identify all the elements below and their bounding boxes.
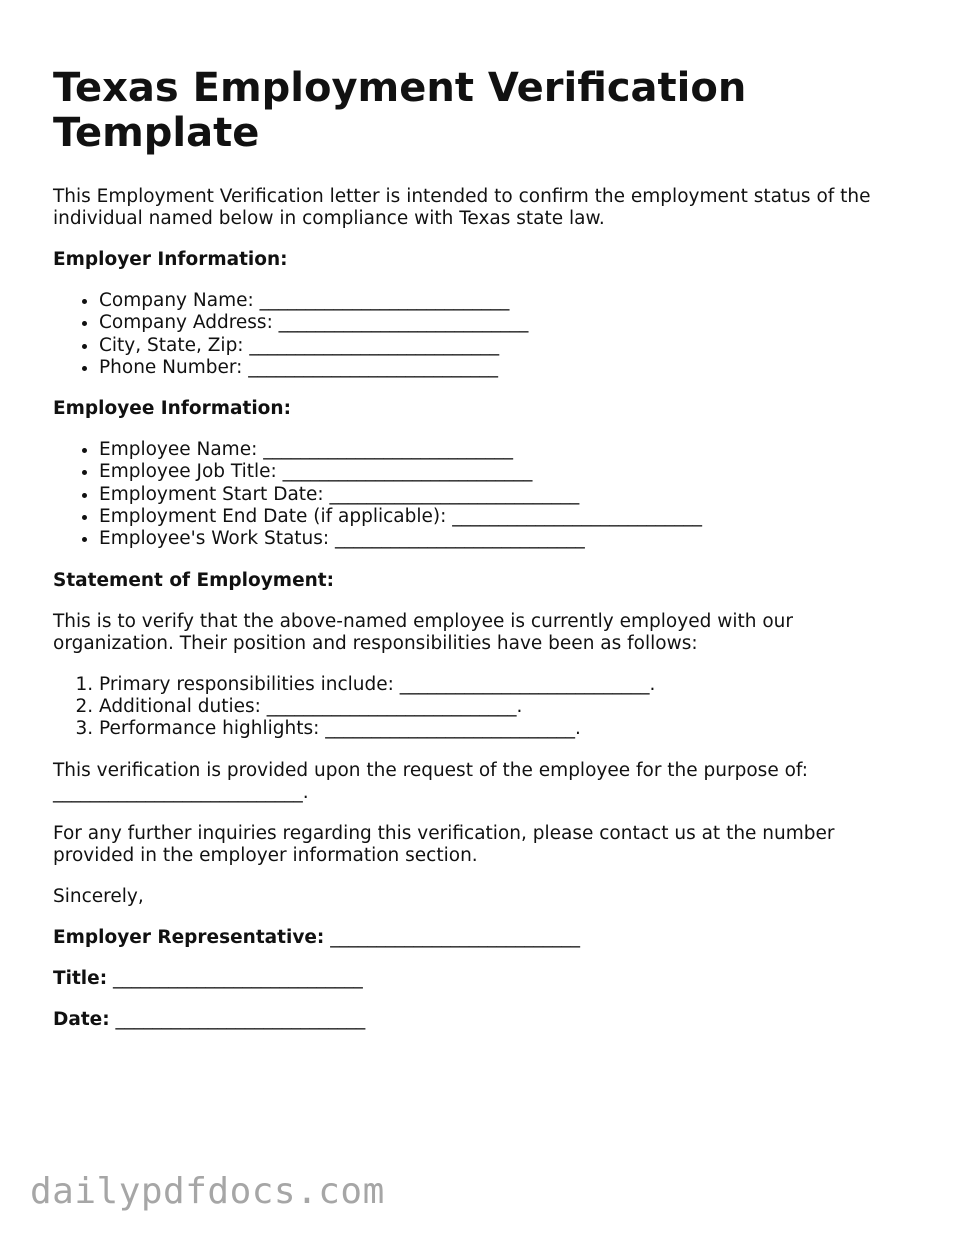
title-blank: ___________________________: [112, 967, 363, 989]
list-item: • Employee Name: ___________________________: [99, 439, 903, 461]
list-item: • Employment End Date (if applicable): ___________________________: [99, 506, 903, 528]
list-item: • Phone Number: ___________________________: [99, 357, 903, 379]
inquiries-paragraph: For any further inquiries regarding this verification, please contact us at the number provided in the employer information section.: [53, 822, 835, 866]
date-line: [53, 1009, 903, 1031]
watermark: dailypdfdocs.com: [30, 1171, 385, 1212]
title-label: Title:: [53, 967, 108, 989]
list-item: 2. Additional duties: ___________________________.: [99, 696, 903, 718]
intro-paragraph: This Employment Verification letter is intended to confirm the employment status of the individual named below in compliance with Texas state law.: [53, 186, 871, 229]
statement-heading: Statement of Employment:: [53, 569, 335, 591]
list-item: 1. Primary responsibilities include: ___________________________.: [99, 674, 903, 696]
list-item: • Employee's Work Status: ___________________________: [99, 528, 903, 550]
employer-representative-blank: ___________________________: [330, 926, 580, 948]
list-item: • Employee Job Title: ___________________________: [99, 461, 903, 483]
employee-info-list: [53, 439, 903, 550]
date-blank: ___________________________: [115, 1008, 366, 1030]
purpose-paragraph: This verification is provided upon the request of the employee for the purpose of: ___________________________.: [53, 759, 808, 803]
date-label: Date:: [53, 1008, 110, 1030]
list-item: • Company Address: ___________________________: [99, 312, 903, 334]
responsibilities-list: [53, 674, 903, 741]
employer-representative-line: [53, 927, 903, 949]
list-item: • Company Name: ___________________________: [99, 290, 903, 312]
document-page: [53, 66, 903, 1031]
list-item: • City, State, Zip: ___________________________: [99, 335, 903, 357]
employer-info-list: [53, 290, 903, 379]
employee-info-heading: Employee Information:: [53, 398, 291, 420]
list-item: 3. Performance highlights: ___________________________.: [99, 718, 903, 740]
document-title: Texas Employment Verification Template: [53, 65, 747, 156]
closing-text: Sincerely,: [53, 885, 144, 907]
title-line: [53, 968, 903, 990]
employer-representative-label: Employer Representative:: [53, 926, 325, 948]
statement-paragraph: This is to verify that the above-named employee is currently employed with our organization. Their position and responsibilities have been as follows:: [53, 610, 793, 654]
list-item: • Employment Start Date: ___________________________: [99, 484, 903, 506]
employer-info-heading: Employer Information:: [53, 249, 288, 270]
